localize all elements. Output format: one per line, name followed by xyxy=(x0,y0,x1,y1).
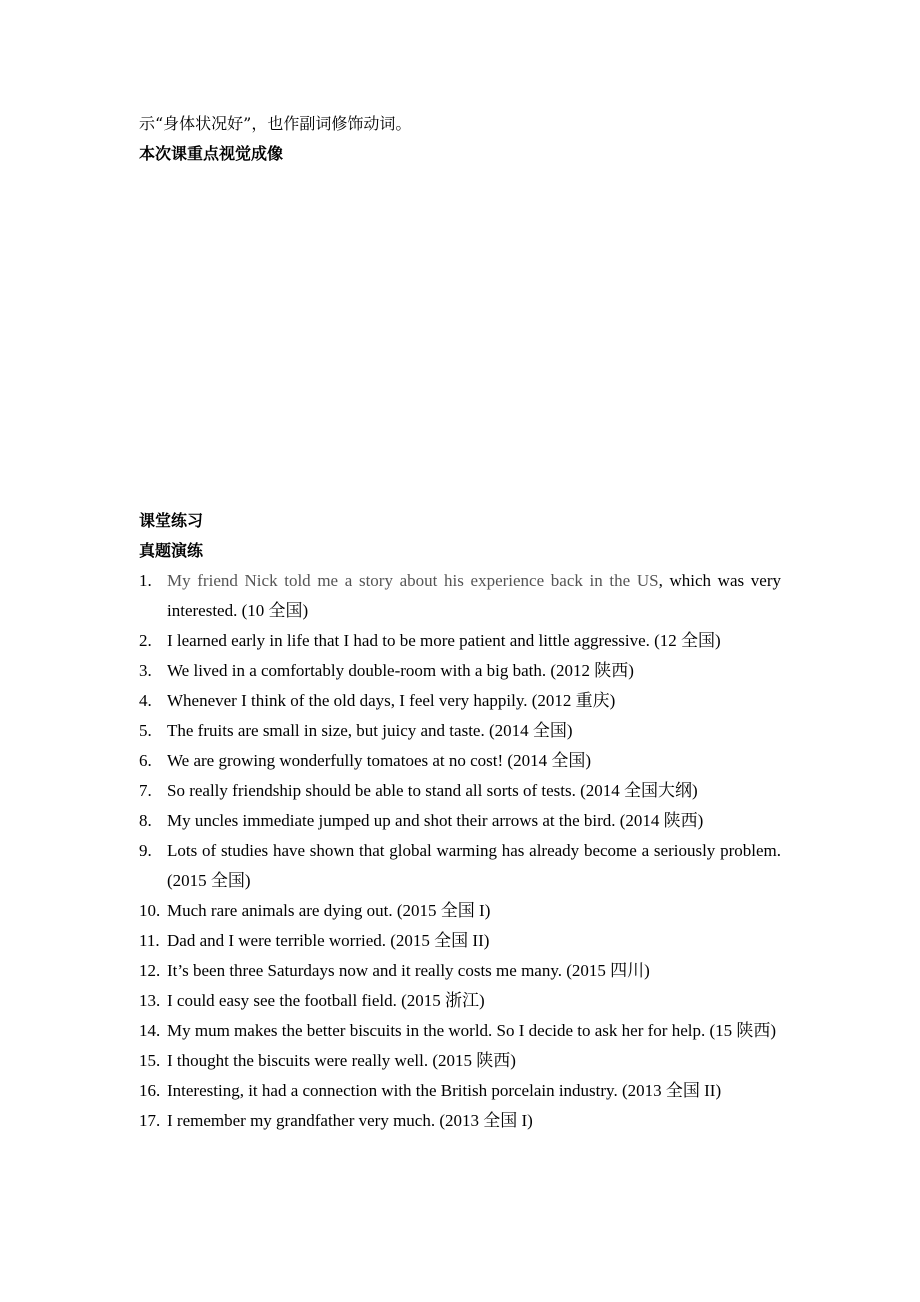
exercise-number: 12. xyxy=(139,961,161,980)
exercise-list xyxy=(139,566,781,1136)
exercise-number: 5. xyxy=(139,721,152,740)
exercise-number: 4. xyxy=(139,691,152,710)
exercise-text: My uncles immediate jumped up and shot their arrows at the bird. (2014 陕西) xyxy=(167,811,704,830)
section-heading-visual: 本次课重点视觉成像 xyxy=(139,144,284,163)
exercise-text: I could easy see the football field. (2015 浙江) xyxy=(167,991,485,1010)
exercise-number: 15. xyxy=(139,1051,161,1070)
exercise-text: So really friendship should be able to stand all sorts of tests. (2014 全国大纲) xyxy=(167,781,698,800)
exercise-text-highlight: My friend Nick told me a story about his experience back in the US xyxy=(167,571,659,590)
exercise-number: 14. xyxy=(139,1021,161,1040)
exercise-number: 10. xyxy=(139,901,161,920)
exercise-text: Dad and I were terrible worried. (2015 全国 II) xyxy=(167,931,490,950)
exercise-item xyxy=(139,806,781,836)
exercise-text: , which was very interested. (10 全国) xyxy=(167,571,781,620)
exercise-item xyxy=(139,896,781,926)
exercise-text: I learned early in life that I had to be more patient and little aggressive. (12 全国) xyxy=(167,631,721,650)
exercise-item xyxy=(139,1046,781,1076)
exercise-item xyxy=(139,1106,781,1136)
exercise-number: 17. xyxy=(139,1111,161,1130)
exercise-item xyxy=(139,926,781,956)
exercise-text: We lived in a comfortably double-room with a big bath. (2012 陕西) xyxy=(167,661,634,680)
exercise-text: I remember my grandfather very much. (2013 全国 I) xyxy=(167,1111,533,1130)
exercise-item xyxy=(139,776,781,806)
exercise-number: 8. xyxy=(139,811,152,830)
exercise-item xyxy=(139,566,781,626)
exercise-number: 11. xyxy=(139,931,160,950)
exercise-item xyxy=(139,746,781,776)
exercise-text: Interesting, it had a connection with the British porcelain industry. (2013 全国 II) xyxy=(167,1081,722,1100)
section-heading-real-exam: 真题演练 xyxy=(139,541,204,560)
exercise-number: 16. xyxy=(139,1081,161,1100)
exercise-number: 13. xyxy=(139,991,161,1010)
exercise-item xyxy=(139,1016,781,1046)
exercise-number: 2. xyxy=(139,631,152,650)
exercise-text: I thought the biscuits were really well. (2015 陕西) xyxy=(167,1051,516,1070)
exercise-item xyxy=(139,986,781,1016)
exercise-text: We are growing wonderfully tomatoes at no cost! (2014 全国) xyxy=(167,751,591,770)
exercise-text: Much rare animals are dying out. (2015 全国 I) xyxy=(167,901,491,920)
exercise-text: Whenever I think of the old days, I feel very happily. (2012 重庆) xyxy=(167,691,616,710)
exercise-number: 7. xyxy=(139,781,152,800)
visual-blank-area xyxy=(139,172,781,502)
exercise-text: It’s been three Saturdays now and it really costs me many. (2015 四川) xyxy=(167,961,650,980)
exercise-text: My mum makes the better biscuits in the world. So I decide to ask her for help. (15 陕西) xyxy=(167,1021,777,1040)
exercise-item xyxy=(139,836,781,896)
exercise-text: Lots of studies have shown that global warming has already become a seriously problem. (2015 全国) xyxy=(167,841,781,890)
exercise-item xyxy=(139,626,781,656)
exercise-item xyxy=(139,686,781,716)
exercise-item xyxy=(139,956,781,986)
exercise-number: 6. xyxy=(139,751,152,770)
exercise-number: 1. xyxy=(139,571,152,590)
exercise-number: 9. xyxy=(139,841,152,860)
intro-line: 示“身体状况好”，也作副词修饰动词。 xyxy=(139,114,412,133)
exercise-item xyxy=(139,716,781,746)
section-heading-practice: 课堂练习 xyxy=(139,511,204,530)
exercise-text: The fruits are small in size, but juicy and taste. (2014 全国) xyxy=(167,721,573,740)
exercise-item xyxy=(139,656,781,686)
exercise-number: 3. xyxy=(139,661,152,680)
exercise-item xyxy=(139,1076,781,1106)
